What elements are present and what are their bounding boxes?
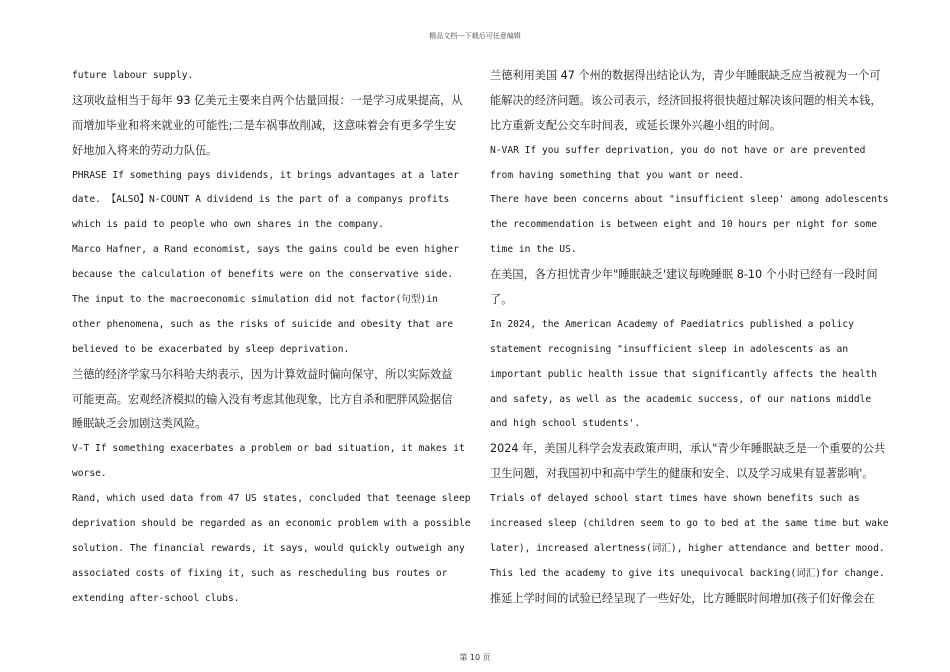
text-line: 睡眠缺乏会加剧这类风险。 [72, 417, 207, 431]
text-line: other phenomena, such as the risks of suicide and obesity that are [72, 318, 454, 330]
text-line: solution. The financial rewards, it says, would quickly outweigh any [72, 542, 465, 554]
text-line: Rand, which used data from 47 US states, concluded that teenage sleep [72, 493, 471, 505]
text-line: 兰德利用美国 47 个州的数据得出结论认为，青少年睡眠缺乏应当被视为一个可 [490, 69, 881, 82]
text-line: believed to be exacerbated by sleep deprivation. [72, 343, 350, 355]
text-line: 能解决的经济问题。该公司表示，经济回报将很快超过解决该问题的相关本钱， [490, 93, 882, 107]
text-line: later), increased alertness(词汇), higher attendance and better mood. [490, 542, 885, 554]
right-column [490, 64, 889, 612]
text-line: associated costs of fixing it, such as rescheduling bus routes or [72, 567, 448, 579]
text-line: worse. [72, 468, 107, 480]
text-line: 在美国，各方担忧青少年"睡眠缺乏'建议每晚睡眠 8-10 个小时已经有一段时间 [490, 268, 878, 282]
text-line: and high school students'. [490, 418, 641, 430]
text-line: 好地加入将来的劳动力队伍。 [72, 143, 218, 157]
text-line: 了。 [490, 293, 513, 307]
text-line: time in the US. [490, 244, 577, 256]
text-line: increased sleep (children seem to go to bed at the same time but wake [490, 518, 889, 530]
text-line: 推延上学时间的试验已经呈现了一些好处，比方睡眠时间增加(孩子们好像会在 [490, 591, 875, 605]
text-line: deprivation should be regarded as an economic problem with a possible [72, 518, 471, 530]
text-line: 这项收益相当于每年 93 亿美元主要来自两个估量回报：一是学习成果提高，从 [72, 93, 463, 107]
text-line: This led the academy to give its unequivocal backing(词汇)for change. [490, 567, 885, 579]
text-line: V-T If something exacerbates a problem or bad situation, it makes it [72, 443, 465, 455]
page-header: 精品文档---下载后可任意编辑 [429, 32, 521, 40]
text-line: 比方重新支配公交车时间表，或延长课外兴趣小组的时间。 [490, 118, 781, 132]
text-line: Trials of delayed school start times have shown benefits such as [490, 493, 860, 505]
text-line: the recommendation is between eight and 10 hours per night for some [490, 219, 877, 231]
text-line: extending after-school clubs. [72, 592, 240, 604]
text-line: The input to the macroeconomic simulation did not factor(句型)in [72, 294, 438, 306]
text-line: There have been concerns about "insufficient sleep' among adolescents [490, 194, 889, 206]
text-line: because the calculation of benefits were on the conservative side. [72, 269, 454, 281]
text-line: which is paid to people who own shares in the company. [72, 219, 384, 231]
text-line: 2024 年，美国儿科学会发表政策声明，承认"青少年睡眠缺乏是一个重要的公共 [490, 442, 886, 456]
text-line: PHRASE If something pays dividends, it brings advantages at a later [72, 169, 459, 181]
text-line: important public health issue that significantly affects the health [490, 368, 877, 380]
text-line: In 2024, the American Academy of Paediatrics published a policy [490, 318, 854, 330]
text-line: 而增加毕业和将来就业的可能性;二是车祸事故削减，这意味着会有更多学生安 [72, 118, 457, 132]
text-line: from having something that you want or need. [490, 169, 745, 181]
text-line: Marco Hafner, a Rand economist, says the gains could be even higher [72, 244, 459, 256]
text-line: and safety, as well as the academic success, of our nations middle [490, 393, 872, 405]
page-number: 第 10 页 [459, 653, 491, 662]
text-line: 可能更高。宏观经济模拟的输入没有考虑其他现象，比方自杀和肥胖风险据信 [72, 392, 453, 406]
text-line: future labour supply. [72, 70, 194, 81]
text-line: 卫生问题，对我国初中和高中学生的健康和安全、以及学习成果有显著影响'。 [490, 467, 874, 481]
text-line: date. 【ALSO】N-COUNT A dividend is the part of a companys profits [72, 194, 450, 206]
text-line: N-VAR If you suffer deprivation, you do not have or are prevented [490, 144, 866, 156]
left-column [72, 64, 472, 612]
text-line: statement recognising "insufficient sleep in adolescents as an [490, 343, 849, 355]
text-line: 兰德的经济学家马尔科哈夫纳表示，因为计算效益时偏向保守，所以实际效益 [72, 367, 453, 381]
